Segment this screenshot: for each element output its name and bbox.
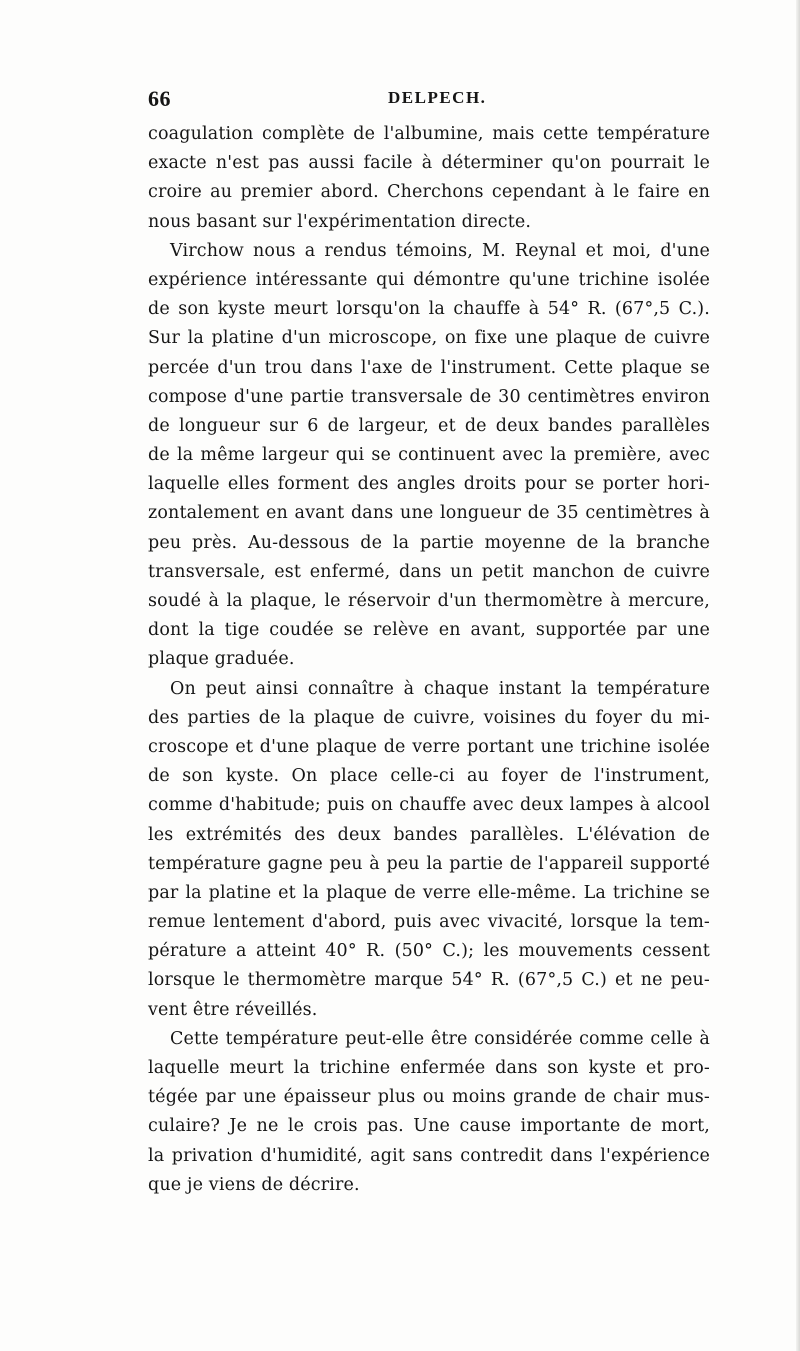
- text-line: de son kyste meurt lorsqu'on la chauffe à 54° R. (67°,5 C.).: [148, 299, 710, 320]
- text-line: lorsque le thermomètre marque 54° R. (67°,5 C.) et ne peu-: [148, 970, 710, 991]
- text-line: On peut ainsi connaître à chaque instant la température: [170, 678, 710, 699]
- page-header: [148, 86, 708, 116]
- text-line: plaque graduée.: [148, 649, 295, 670]
- page-edge-shadow: [796, 0, 800, 1351]
- text-line: Sur la platine d'un microscope, on fixe une plaque de cuivre: [148, 328, 710, 349]
- text-line: laquelle elles forment des angles droits pour se porter hori-: [148, 474, 710, 495]
- text-line: par la platine et la plaque de verre elle-même. La trichine se: [148, 882, 710, 903]
- text-line: croscope et d'une plaque de verre portant une trichine isolée: [148, 736, 710, 757]
- text-line: Virchow nous a rendus témoins, M. Reynal et moi, d'une: [170, 240, 710, 261]
- text-line: de la même largeur qui se continuent avec la première, avec: [148, 445, 710, 466]
- paragraph-2: [148, 237, 710, 675]
- paragraph-1: [148, 120, 710, 237]
- text-line: remue lentement d'abord, puis avec vivacité, lorsque la tem-: [148, 912, 710, 933]
- text-line: vent être réveillés.: [148, 999, 318, 1020]
- text-line: soudé à la plaque, le réservoir d'un thermomètre à mercure,: [148, 591, 710, 611]
- text-line: tégée par une épaisseur plus ou moins grande de chair mus-: [148, 1087, 710, 1108]
- page-number: 66: [148, 86, 171, 111]
- text-line: de longueur sur 6 de largeur, et de deux bandes parallèles: [148, 415, 710, 436]
- text-line: peu près. Au-dessous de la partie moyenne de la branche: [148, 532, 710, 553]
- text-line: de son kyste. On place celle-ci au foyer de l'instrument,: [148, 766, 710, 787]
- text-line: percée d'un trou dans l'axe de l'instrument. Cette plaque se: [148, 357, 710, 378]
- text-line: expérience intéressante qui démontre qu'une trichine isolée: [148, 269, 710, 290]
- paragraph-3: [148, 675, 710, 1025]
- text-line: des parties de la plaque de cuivre, voisines du foyer du mi-: [148, 707, 710, 728]
- text-line: comme d'habitude; puis on chauffe avec deux lampes à alcool: [148, 795, 710, 816]
- body-text: [148, 120, 710, 1195]
- text-line: la privation d'humidité, agit sans contredit dans l'expérience: [148, 1145, 710, 1166]
- text-line: coagulation complète de l'albumine, mais cette température: [148, 124, 710, 144]
- text-line: zontalement en avant dans une longueur de 35 centimètres à: [148, 503, 710, 524]
- text-line: compose d'une partie transversale de 30 centimètres environ: [148, 386, 710, 407]
- paragraph-4: [148, 1025, 710, 1200]
- text-line: Cette température peut-elle être considérée comme celle à: [170, 1028, 710, 1049]
- text-line: transversale, est enfermé, dans un petit manchon de cuivre: [148, 561, 710, 582]
- text-line: croire au premier abord. Cherchons cependant à le faire en: [148, 182, 710, 203]
- text-line: pérature a atteint 40° R. (50° C.); les mouvements cessent: [148, 941, 710, 962]
- text-line: dont la tige coudée se relève en avant, supportée par une: [148, 620, 710, 641]
- text-line: nous basant sur l'expérimentation directe.: [148, 211, 532, 232]
- text-line: température gagne peu à peu la partie de l'appareil supporté: [148, 853, 710, 874]
- text-line: laquelle meurt la trichine enfermée dans son kyste et pro-: [148, 1058, 710, 1078]
- text-line: les extrémités des deux bandes parallèles. L'élévation de: [148, 824, 710, 845]
- text-line: exacte n'est pas aussi facile à déterminer qu'on pourrait le: [148, 153, 710, 174]
- text-line: que je viens de décrire.: [148, 1174, 360, 1195]
- text-line: culaire? Je ne le crois pas. Une cause importante de mort,: [148, 1116, 710, 1137]
- running-head: DELPECH.: [388, 88, 487, 107]
